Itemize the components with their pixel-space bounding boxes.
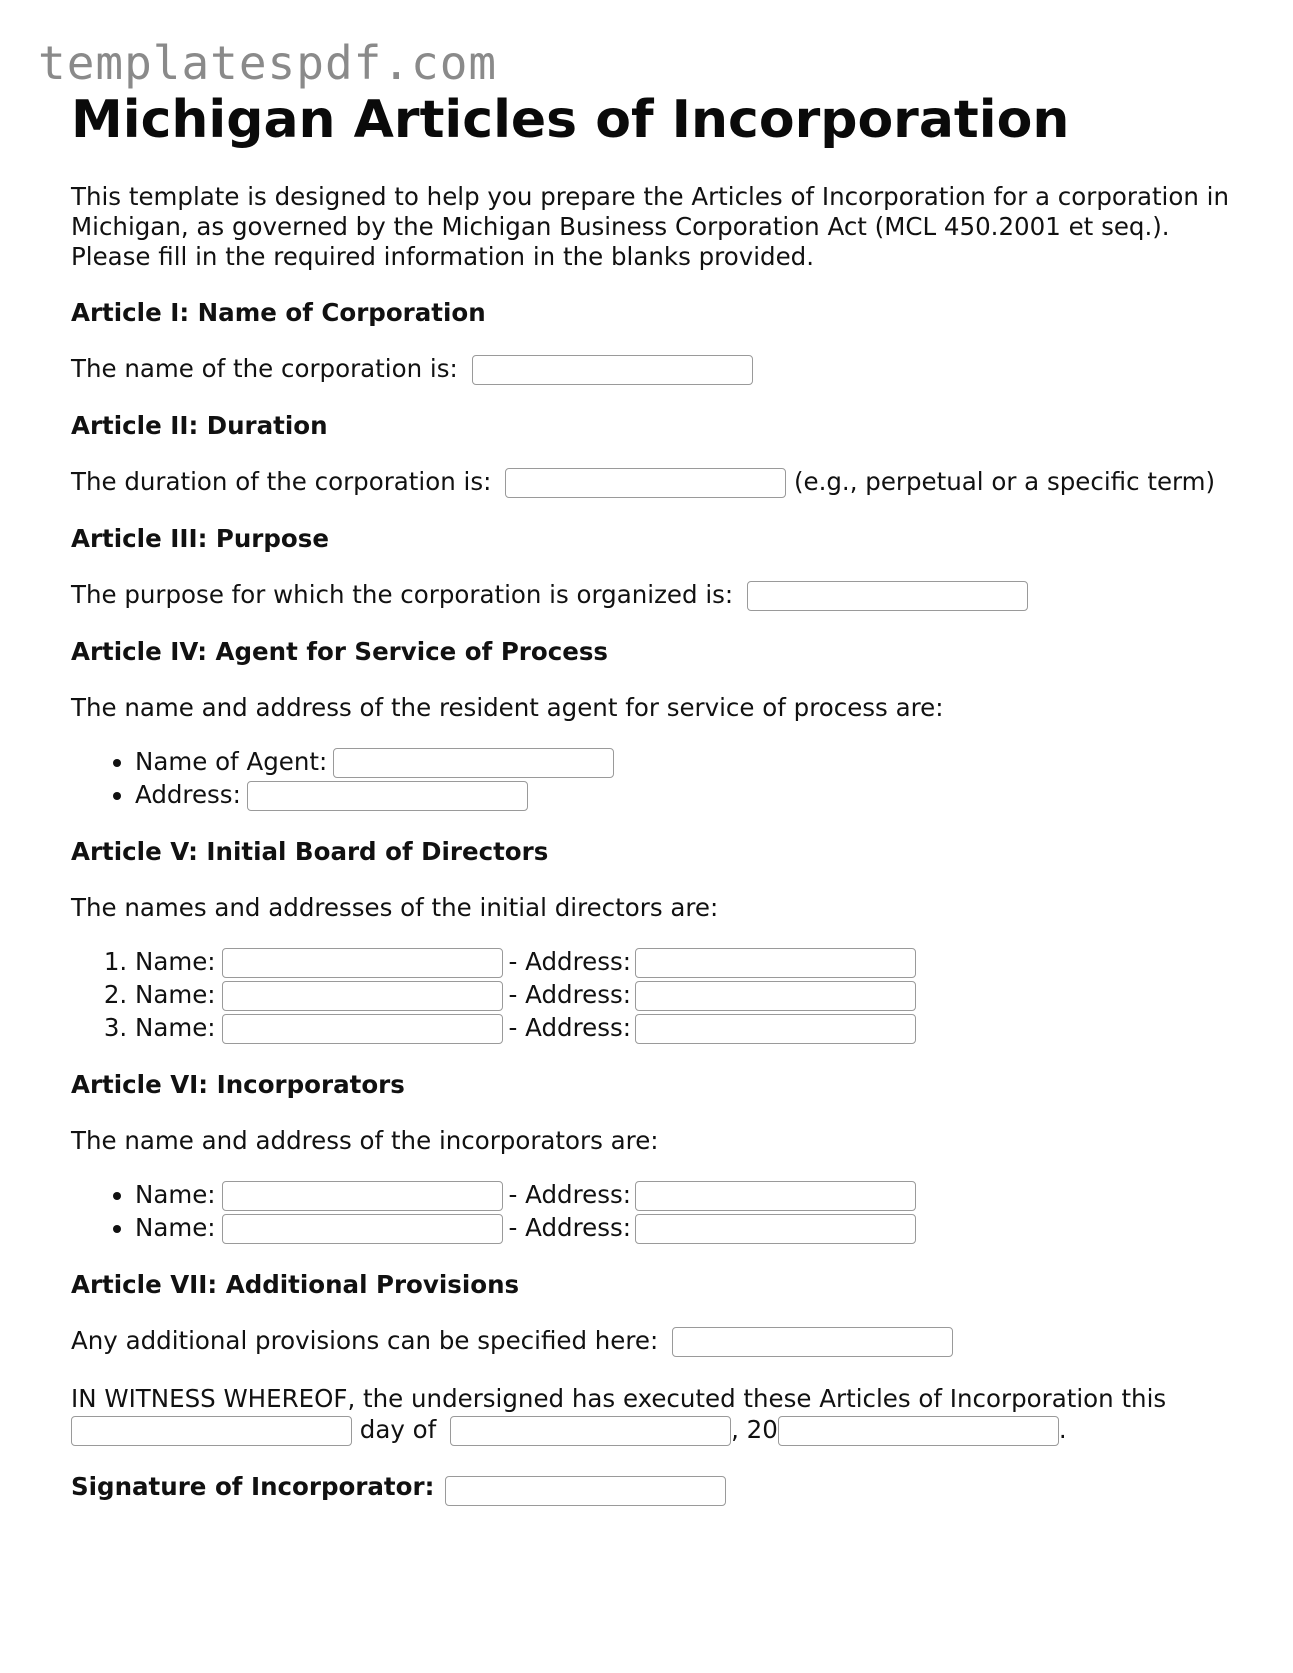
purpose-input[interactable]	[747, 581, 1028, 611]
witness-period: .	[1058, 1415, 1067, 1444]
directors-intro: The names and addresses of the initial directors are:	[71, 893, 719, 922]
article-6-heading: Article VI: Incorporators	[71, 1070, 405, 1099]
article-3-section	[71, 524, 1231, 611]
article-1-heading: Article I: Name of Corporation	[71, 298, 486, 327]
incorporator-1-address-input[interactable]	[635, 1181, 916, 1211]
duration-input[interactable]	[505, 468, 786, 498]
incorporator-1-name-input[interactable]	[222, 1181, 503, 1211]
additional-provisions-label: Any additional provisions can be specified here:	[71, 1326, 659, 1355]
director-3-name-input[interactable]	[222, 1014, 503, 1044]
agent-address-label: Address:	[135, 780, 241, 809]
list-item	[135, 945, 1231, 978]
director-1-name-input[interactable]	[222, 948, 503, 978]
witness-day-of: day of	[359, 1415, 437, 1444]
director-2-name-label: Name:	[135, 980, 216, 1009]
witness-text: IN WITNESS WHEREOF, the undersigned has executed these Articles of Incorporation this	[71, 1384, 1167, 1413]
intro-paragraph: This template is designed to help you prepare the Articles of Incorporation for a corporation in Michigan, as governed by the Michigan Business Corporation Act (MCL 450.2001 et seq.). Please fill in the required information in the blanks provided.	[71, 182, 1230, 271]
list-item	[135, 745, 1231, 778]
witness-year-input[interactable]	[778, 1416, 1059, 1446]
witness-month-input[interactable]	[450, 1416, 731, 1446]
article-2-heading: Article II: Duration	[71, 411, 328, 440]
director-1-address-input[interactable]	[635, 948, 916, 978]
list-item	[135, 978, 1231, 1011]
article-1-section	[71, 298, 1231, 385]
director-3-address-input[interactable]	[635, 1014, 916, 1044]
director-2-address-label: - Address:	[508, 980, 631, 1009]
signature-label: Signature of Incorporator:	[71, 1472, 435, 1501]
incorporator-2-name-input[interactable]	[222, 1214, 503, 1244]
director-1-address-label: - Address:	[508, 947, 631, 976]
incorporators-list	[71, 1178, 1231, 1244]
agent-intro: The name and address of the resident agent for service of process are:	[71, 693, 944, 722]
incorporator-1-address-label: - Address:	[508, 1180, 631, 1209]
agent-name-input[interactable]	[333, 748, 614, 778]
director-2-address-input[interactable]	[635, 981, 916, 1011]
article-4-heading: Article IV: Agent for Service of Process	[71, 637, 609, 666]
incorporator-2-address-input[interactable]	[635, 1214, 916, 1244]
watermark-text: templatespdf.com	[38, 36, 498, 90]
duration-label: The duration of the corporation is:	[71, 467, 492, 496]
signature-block	[71, 1472, 1231, 1506]
director-2-name-input[interactable]	[222, 981, 503, 1011]
incorporator-2-address-label: - Address:	[508, 1213, 631, 1242]
corporation-name-input[interactable]	[472, 355, 753, 385]
article-7-section	[71, 1270, 1231, 1357]
witness-day-input[interactable]	[71, 1416, 352, 1446]
article-3-heading: Article III: Purpose	[71, 524, 329, 553]
article-7-heading: Article VII: Additional Provisions	[71, 1270, 520, 1299]
corporation-name-label: The name of the corporation is:	[71, 354, 458, 383]
incorporator-2-name-label: Name:	[135, 1213, 216, 1242]
list-item	[135, 1211, 1231, 1244]
incorporator-1-name-label: Name:	[135, 1180, 216, 1209]
list-item	[135, 1178, 1231, 1211]
page-title: Michigan Articles of Incorporation	[71, 90, 1070, 150]
document-page	[71, 90, 1231, 1506]
incorporators-intro: The name and address of the incorporators are:	[71, 1126, 659, 1155]
additional-provisions-input[interactable]	[672, 1327, 953, 1357]
witness-statement	[71, 1383, 1231, 1446]
agent-address-input[interactable]	[247, 781, 528, 811]
director-1-name-label: Name:	[135, 947, 216, 976]
witness-year-prefix: , 20	[731, 1415, 778, 1444]
agent-list	[71, 745, 1231, 811]
directors-list	[71, 945, 1231, 1044]
article-4-section	[71, 637, 1231, 811]
list-item	[135, 778, 1231, 811]
director-3-address-label: - Address:	[508, 1013, 631, 1042]
article-5-heading: Article V: Initial Board of Directors	[71, 837, 549, 866]
director-3-name-label: Name:	[135, 1013, 216, 1042]
article-2-section	[71, 411, 1231, 498]
duration-hint: (e.g., perpetual or a specific term)	[793, 467, 1216, 496]
list-item	[135, 1011, 1231, 1044]
article-5-section	[71, 837, 1231, 1044]
signature-input[interactable]	[445, 1476, 726, 1506]
purpose-label: The purpose for which the corporation is organized is:	[71, 580, 734, 609]
agent-name-label: Name of Agent:	[135, 747, 328, 776]
article-6-section	[71, 1070, 1231, 1244]
